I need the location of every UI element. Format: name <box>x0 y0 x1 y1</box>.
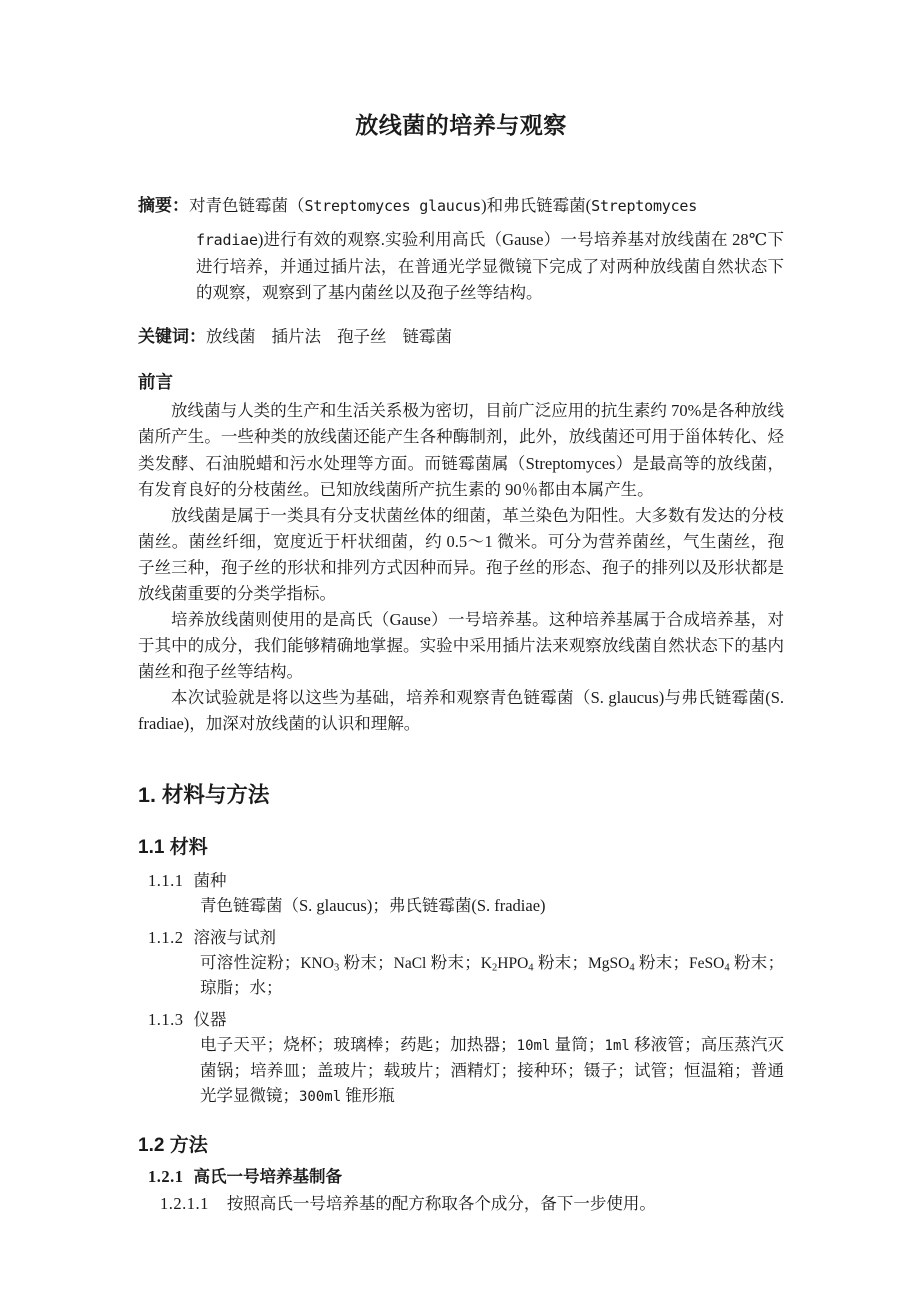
measure-1ml: 1ml <box>604 1038 630 1055</box>
item-text-1-2-1-1: 按照高氏一号培养基的配方称取各个成分，备下一步使用。 <box>226 1193 656 1213</box>
keywords-block <box>138 324 784 350</box>
abstract-block <box>138 192 784 308</box>
item-title-1-1-2: 溶液与试剂 <box>193 927 276 947</box>
chemical-nacl: NaCl <box>393 954 427 972</box>
heading-section-1: 1. 材料与方法 <box>138 783 270 808</box>
instruments-part-d: 锥形瓶 <box>341 1085 395 1105</box>
preface-paragraph-3: 培养放线菌则使用的是高氏（Gause）一号培养基。这种培养基属于合成培养基，对于其中的成分，我们能够精确地掌握。实验中采用插片法来观察放线菌自然状态下的基内菌丝和孢子丝等结构。 <box>138 609 784 682</box>
keyword-item-1: 插片法 <box>271 327 321 347</box>
heading-1-1-2 <box>138 926 784 950</box>
measure-300ml: 300ml <box>299 1088 342 1105</box>
heading-1-2-1-1 <box>138 1192 784 1217</box>
instruments-part-c: 移液管；高压蒸汽灭菌锅；培养皿；盖玻片；载玻片；酒精灯；接种环；镊子；试管；恒温箱；普通光学显微镜； <box>200 1035 785 1105</box>
chemical-feso4: FeSO$_4$ <box>689 954 730 974</box>
preface-paragraph-1: 放线菌与人类的生产和生活关系极为密切，目前广泛应用的抗生素约 70%是各种放线菌所产生。一些种类的放线菌还能产生各种酶制剂，此外，放线菌还可用于甾体转化、烃类发酵、石油脱蜡和污水处理等方面。而链霉菌属（Streptomyces）是最高等的放线菌，有发育良好的分枝菌丝。已知放线菌所产抗生素的 90％都由本属产生。 <box>138 401 784 499</box>
chemical-k2hpo4: $K_2HPO_4$ <box>480 954 534 974</box>
preface-paragraph-2: 放线菌是属于一类具有分支状菌丝体的细菌，革兰染色为阳性。大多数有发达的分枝菌丝。菌丝纤细，宽度近于杆状细菌，约 0.5～1 微米。可分为营养菌丝，气生菌丝，孢子丝三种，孢子丝的形状和排列方式因种而异。孢子丝的形态、孢子的排列以及形状都是放线菌重要的分类学指标。 <box>138 505 784 603</box>
item-body-1-1-1: 青色链霉菌（S. glaucus)；弗氏链霉菌(S. fradiae) <box>200 895 546 915</box>
item-title-1-1-3: 仪器 <box>193 1010 227 1030</box>
keywords-label: 关键词： <box>138 327 206 347</box>
abstract-latin-name-1: Streptomyces glaucus <box>304 196 482 215</box>
item-number-1-1-1: 1.1.1 <box>148 870 184 890</box>
page-content <box>138 0 784 1216</box>
heading-1-2-1 <box>138 1165 784 1190</box>
heading-section-1-1: 1.1 材料 <box>138 837 208 859</box>
abstract-latin-name-2: Streptomyces <box>591 196 698 215</box>
item-number-1-1-3: 1.1.3 <box>148 1010 184 1030</box>
reagent-sep-2: 粉末； <box>426 952 481 972</box>
item-title-1-1-1: 菌种 <box>193 870 227 890</box>
preface-paragraph-4: 本次试验就是将以这些为基础，培养和观察青色链霉菌（S. glaucus)与弗氏链霉菌(S. fradiae)，加深对放线菌的认识和理解。 <box>138 688 784 734</box>
keyword-item-3: 链霉菌 <box>402 327 452 347</box>
reagent-sep-3: 粉末； <box>533 952 588 972</box>
abstract-body-text: )进行有效的观察.实验利用高氏（Gause）一号培养基对放线菌在 28℃下进行培养，并通过插片法，在普通光学显微镜下完成了对两种放线菌自然状态下的观察，观察到了基内菌丝以及孢子丝等结构。 <box>196 229 784 303</box>
chemical-mgso4: MgSO$_4$ <box>587 954 635 974</box>
abstract-text-b: )和弗氏链霉菌( <box>481 195 592 215</box>
heading-section-1-2: 1.2 方法 <box>138 1134 208 1156</box>
measure-10ml: 10ml <box>516 1038 551 1055</box>
abstract-latin-epithet: fradiae <box>196 230 258 249</box>
reagents-prefix: 可溶性淀粉； <box>200 952 301 972</box>
reagents-suffix: 粉末；琼脂；水； <box>200 952 785 998</box>
item-number-1-2-1: 1.2.1 <box>148 1166 184 1186</box>
reagent-sep-1: 粉末； <box>339 952 394 972</box>
chemical-kno3: $KNO_3$ <box>300 954 340 974</box>
abstract-label: 摘要： <box>138 195 189 215</box>
abstract-first-line <box>138 192 784 219</box>
item-body-1-1-3 <box>138 1032 784 1108</box>
abstract-continuation <box>196 227 784 307</box>
keyword-item-0: 放线菌 <box>206 327 256 347</box>
abstract-text-a: 对青色链霉菌（ <box>189 195 305 215</box>
instruments-part-b: 量筒； <box>550 1035 605 1055</box>
heading-1-1-1 <box>138 869 784 893</box>
heading-1-1-3 <box>138 1008 784 1032</box>
item-body-1-1-2 <box>138 950 784 1001</box>
page-title: 放线菌的培养与观察 <box>355 112 567 138</box>
keyword-item-2: 孢子丝 <box>337 327 387 347</box>
item-number-1-2-1-1: 1.2.1.1 <box>160 1193 209 1213</box>
item-title-1-2-1: 高氏一号培养基制备 <box>193 1167 342 1186</box>
heading-preface: 前言 <box>138 371 173 392</box>
instruments-part-a: 电子天平；烧杯；玻璃棒；药匙；加热器； <box>200 1035 517 1055</box>
item-number-1-1-2: 1.1.2 <box>148 927 184 947</box>
reagent-sep-4: 粉末； <box>634 952 690 972</box>
